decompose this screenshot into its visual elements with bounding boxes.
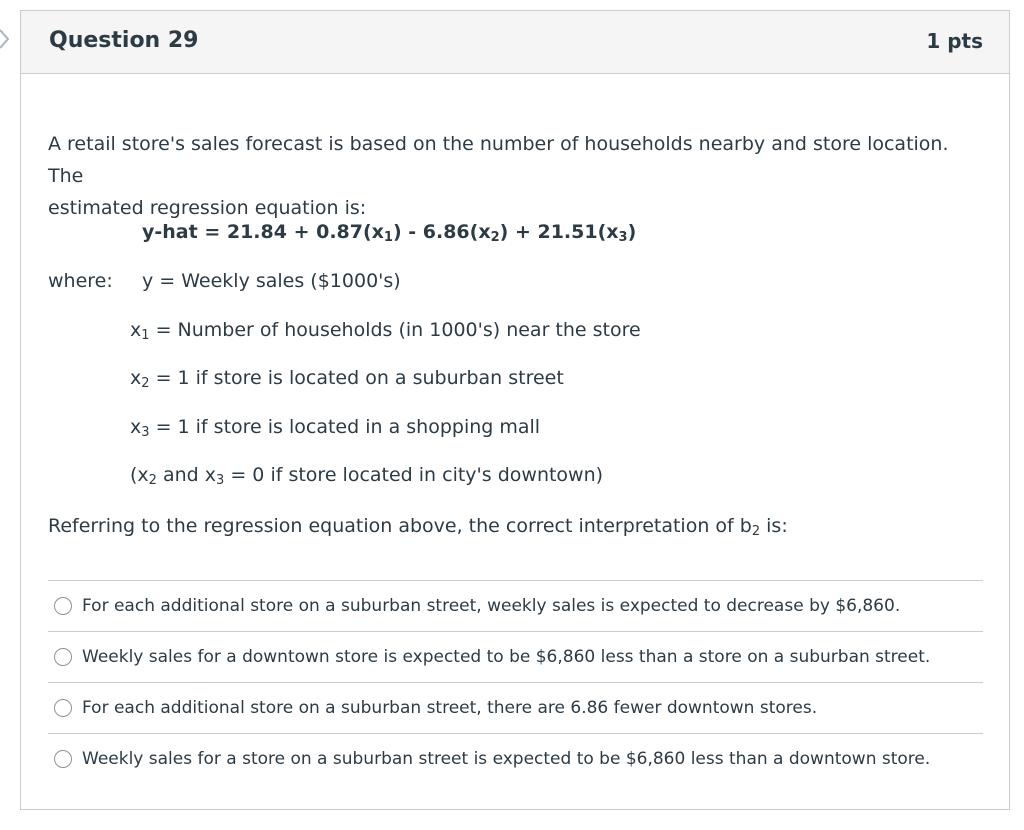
question-points: 1 pts [926,29,983,53]
answer-label: For each additional store on a suburban street, there are 6.86 fewer downtown stores. [82,698,818,718]
radio-unchecked-icon[interactable] [54,750,72,768]
question-prompt: Referring to the regression equation above, the correct interpretation of $b_2$ is: [48,515,788,539]
answer-list [48,580,983,784]
definition-y: y = Weekly sales ($1000's) [142,270,401,292]
question-body [48,128,983,539]
question-header [21,11,1009,74]
answer-label: For each additional store on a suburban street, weekly sales is expected to decrease by $6,860. [82,596,901,616]
answer-label: Weekly sales for a store on a suburban street is expected to be $6,860 less than a downtown store. [82,749,931,769]
stem-line-2: estimated regression equation is: [48,197,367,219]
definition-x3: $x_3 = 1$ if store is located in a shopping mall [130,416,541,440]
chevron-right-icon[interactable] [0,28,12,50]
answer-option-4[interactable] [48,733,983,784]
answer-label: Weekly sales for a downtown store is expected to be $6,860 less than a store on a suburban street. [82,647,931,667]
regression-equation: $y-hat = 21.84 + 0.87(x_1) - 6.86(x_2) + 21.51(x_3)$ [142,221,637,245]
radio-unchecked-icon[interactable] [54,648,72,666]
answer-option-1[interactable] [48,580,983,631]
stem-line-1: A retail store's sales forecast is based on the number of households nearby and store location. The [48,133,949,187]
definition-note: ($x_2$ and $x_3 = 0$ if store located in city's downtown) [130,464,604,488]
answer-option-3[interactable] [48,682,983,733]
answer-option-2[interactable] [48,631,983,682]
where-label: where: [48,270,113,292]
radio-unchecked-icon[interactable] [54,597,72,615]
question-title: Question 29 [49,28,199,53]
radio-unchecked-icon[interactable] [54,699,72,717]
definition-x1: $x_1$ = Number of households (in 1000's) near the store [130,319,641,343]
definition-x2: $x_2 = 1$ if store is located on a suburban street [130,367,564,391]
